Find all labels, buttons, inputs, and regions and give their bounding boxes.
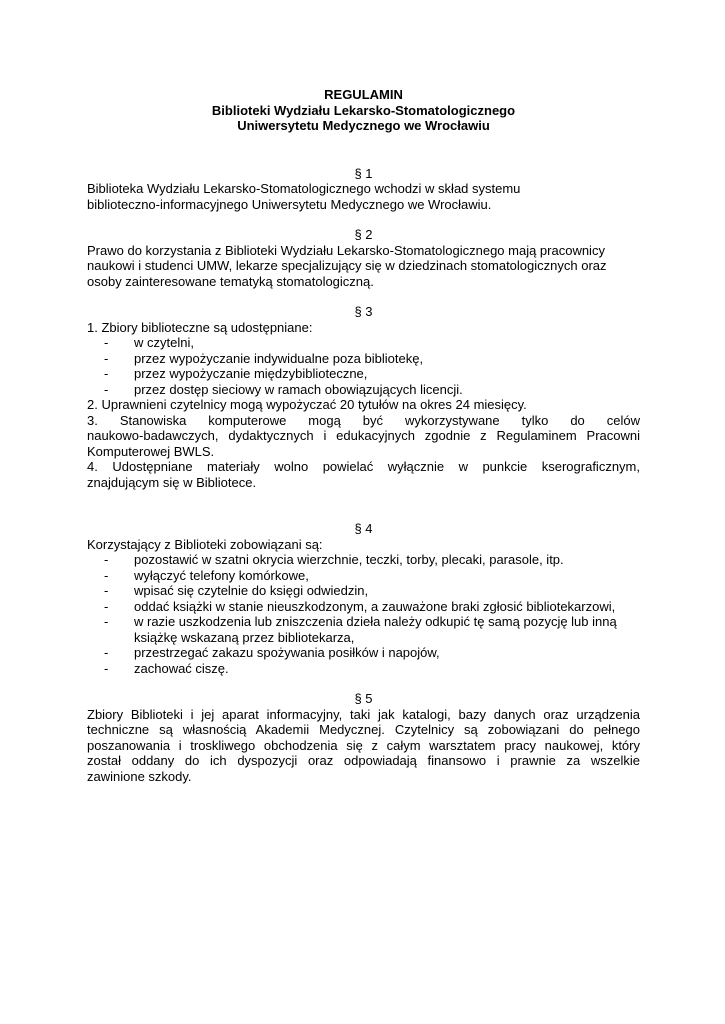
list-item-text: w razie uszkodzenia lub zniszczenia dzieła należy odkupić tę samą pozycję lub inną: [134, 614, 617, 629]
section-4-heading: § 4: [354, 521, 373, 536]
section-1-heading: § 1: [354, 165, 373, 181]
section-1-line-2: biblioteczno-informacyjnego Uniwersytetu Medycznego we Wrocławiu.: [87, 196, 492, 212]
list-dash: -: [104, 614, 109, 629]
list-item: [104, 382, 640, 398]
section-4-list: [87, 552, 640, 676]
list-item-text: oddać książki w stanie nieuszkodzonym, a zauważone braki zgłosić bibliotekarzowi,: [134, 598, 616, 614]
section-4: [87, 521, 640, 676]
list-item-text: przez wypożyczanie indywidualne poza bibliotekę,: [134, 350, 424, 366]
section-5-line-5: zawinione szkody.: [87, 768, 192, 784]
section-2-line-2: naukowi i studenci UMW, lekarze specjalizujący się w dziedzinach stomatologicznych oraz: [87, 258, 607, 273]
list-item: [104, 568, 640, 584]
section-1: [87, 166, 640, 213]
section-5: [87, 691, 640, 784]
list-dash: -: [104, 583, 109, 598]
section-3: [87, 304, 640, 490]
section-3-heading: § 3: [354, 304, 373, 319]
section-2: [87, 227, 640, 289]
list-item: [104, 614, 640, 645]
list-item-text: wyłączyć telefony komórkowe,: [134, 567, 309, 583]
list-item-text: pozostawić w szatni okrycia wierzchnie, teczki, torby, plecaki, parasole, itp.: [134, 552, 564, 567]
list-item: [104, 599, 640, 615]
document-subtitle-2: Uniwersytetu Medycznego we Wrocławiu: [237, 118, 490, 133]
section-2-line-3: osoby zainteresowane tematyką stomatologiczną.: [87, 273, 374, 289]
list-dash: -: [104, 350, 109, 366]
list-item-text-continued: książkę wskazaną przez bibliotekarza,: [134, 629, 355, 645]
list-dash: -: [104, 335, 109, 350]
section-3-point-4-line-1: 4. Udostępniane materiały wolno powielać wyłącznie w punkcie kserograficznym,: [87, 459, 640, 474]
section-1-line-1: Biblioteka Wydziału Lekarsko-Stomatologicznego wchodzi w skład systemu: [87, 181, 521, 196]
section-3-point-4-line-2: znajdującym się w Bibliotece.: [87, 474, 257, 490]
list-dash: -: [104, 660, 109, 676]
list-dash: -: [104, 645, 109, 660]
list-item-text: zachować ciszę.: [134, 660, 229, 676]
document-subtitle-1: Biblioteki Wydziału Lekarsko-Stomatologicznego: [211, 102, 516, 118]
list-dash: -: [104, 552, 109, 567]
list-dash: -: [104, 598, 109, 614]
document-header: [87, 87, 640, 134]
section-2-heading: § 2: [354, 227, 373, 242]
section-5-line-1: Zbiory Biblioteki i jej aparat informacyjny, taki jak katalogi, bazy danych oraz urządzenia: [87, 706, 640, 722]
section-5-line-4: został oddany do ich dyspozycji oraz odpowiadają finansowo i prawnie za wszelkie: [87, 753, 640, 768]
list-item-text: w czytelni,: [134, 335, 194, 350]
list-item: [104, 645, 640, 661]
list-item-text: wpisać się czytelnie do księgi odwiedzin,: [134, 583, 369, 598]
section-3-intro: 1. Zbiory biblioteczne są udostępniane:: [87, 319, 313, 335]
list-dash: -: [104, 366, 109, 381]
section-5-line-3: poszanowania i troskliwego obchodzenia się z całym warsztatem pracy naukowej, który: [87, 737, 640, 753]
list-item-text: przez dostęp sieciowy w ramach obowiązujących licencji.: [134, 381, 463, 397]
section-3-point-2: 2. Uprawnieni czytelnicy mogą wypożyczać 20 tytułów na okres 24 miesięcy.: [87, 397, 527, 412]
section-4-intro: Korzystający z Biblioteki zobowiązani są:: [87, 536, 323, 552]
list-item: [104, 351, 640, 367]
list-item: [104, 335, 640, 351]
section-3-point-3-line-3: Komputerowej BWLS.: [87, 443, 215, 459]
section-5-line-2: techniczne są własnością Akademii Medycznej. Czytelnicy są zobowiązani do pełnego: [87, 722, 640, 737]
list-item: [104, 583, 640, 599]
list-dash: -: [104, 381, 109, 397]
section-5-heading: § 5: [354, 691, 373, 706]
list-item: [104, 366, 640, 382]
list-item-text: przez wypożyczanie międzybiblioteczne,: [134, 366, 368, 381]
section-3-point-3-line-2: naukowo-badawczych, dydaktycznych i edukacyjnych zgodnie z Regulaminem Pracowni: [87, 428, 640, 443]
list-dash: -: [104, 567, 109, 583]
section-3-point-3-line-1: 3. Stanowiska komputerowe mogą być wykorzystywane tylko do celów: [87, 412, 640, 428]
document-title: REGULAMIN: [324, 87, 403, 102]
section-2-line-1: Prawo do korzystania z Biblioteki Wydziału Lekarsko-Stomatologicznego mają pracownicy: [87, 242, 605, 258]
list-item: [104, 661, 640, 677]
list-item-text: przestrzegać zakazu spożywania posiłków i napojów,: [134, 645, 440, 660]
list-item: [104, 552, 640, 568]
section-3-list: [87, 335, 640, 397]
